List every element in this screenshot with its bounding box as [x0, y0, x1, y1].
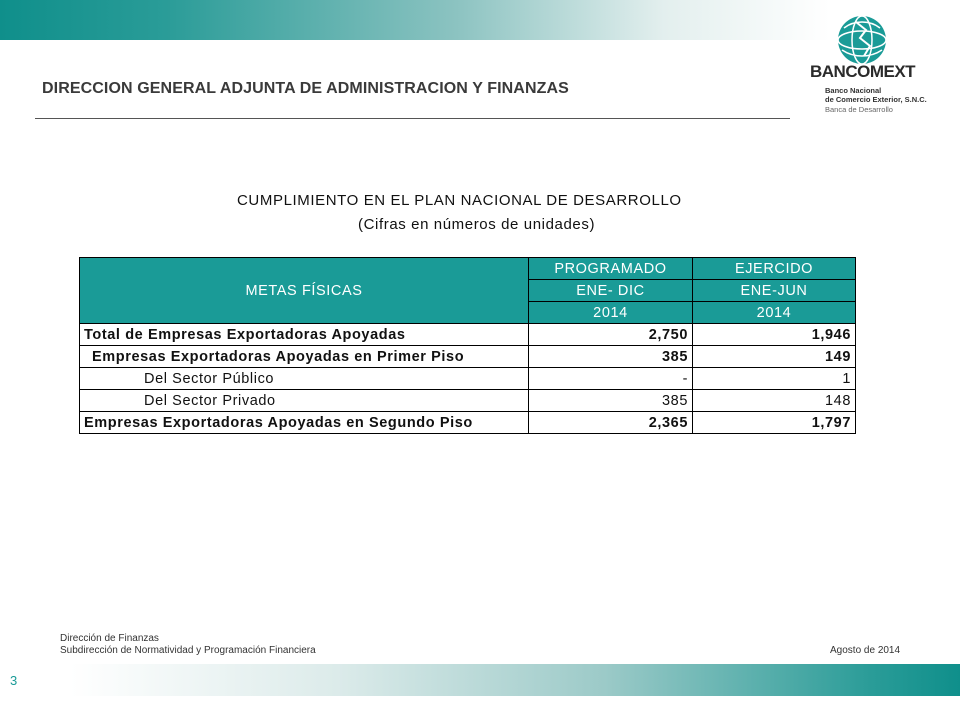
- table-row: [80, 324, 856, 346]
- page-title: DIRECCION GENERAL ADJUNTA DE ADMINISTRACION Y FINANZAS: [42, 80, 569, 97]
- table-row: [80, 412, 856, 434]
- table-row: [80, 346, 856, 368]
- row-programado: 2,750: [529, 324, 693, 346]
- row-label: Del Sector Privado: [80, 390, 529, 412]
- metas-fisicas-header: METAS FÍSICAS: [80, 258, 529, 324]
- row-ejercido: 1: [693, 368, 856, 390]
- footer-line-2: Subdirección de Normatividad y Programación Financiera: [60, 645, 316, 656]
- metas-table: [79, 257, 856, 434]
- ejercido-period: ENE-JUN: [693, 280, 856, 302]
- programado-year: 2014: [529, 302, 693, 324]
- top-decorative-band: [0, 0, 830, 40]
- report-subtitle: (Cifras en números de unidades): [358, 216, 596, 233]
- row-ejercido: 148: [693, 390, 856, 412]
- ejercido-year: 2014: [693, 302, 856, 324]
- row-programado: 2,365: [529, 412, 693, 434]
- footer-line-1: Dirección de Finanzas: [60, 633, 159, 644]
- row-programado: -: [529, 368, 693, 390]
- row-label: Del Sector Público: [80, 368, 529, 390]
- footer-date: Agosto de 2014: [830, 645, 901, 656]
- footer-department: [60, 633, 316, 657]
- row-programado: 385: [529, 346, 693, 368]
- logo-wordmark: BANCOMEXT: [810, 62, 916, 81]
- ejercido-header: EJERCIDO: [693, 258, 856, 280]
- row-ejercido: 149: [693, 346, 856, 368]
- header-divider: [35, 118, 790, 119]
- row-ejercido: 1,797: [693, 412, 856, 434]
- logo-line-3: Banca de Desarrollo: [825, 105, 893, 114]
- row-label: Empresas Exportadoras Apoyadas en Segundo Piso: [80, 412, 529, 434]
- logo-line-2: de Comercio Exterior, S.N.C.: [825, 95, 927, 104]
- programado-period: ENE- DIC: [529, 280, 693, 302]
- page-number: 3: [10, 673, 18, 688]
- report-title: CUMPLIMIENTO EN EL PLAN NACIONAL DE DESARROLLO: [237, 192, 682, 209]
- programado-header: PROGRAMADO: [529, 258, 693, 280]
- row-label: Total de Empresas Exportadoras Apoyadas: [80, 324, 529, 346]
- table-row: [80, 368, 856, 390]
- row-label: Empresas Exportadoras Apoyadas en Primer Piso: [80, 346, 529, 368]
- bottom-decorative-band: [70, 664, 960, 696]
- row-programado: 385: [529, 390, 693, 412]
- row-ejercido: 1,946: [693, 324, 856, 346]
- table-row: [80, 390, 856, 412]
- logo-line-1: Banco Nacional: [825, 86, 882, 95]
- table-header-row: [80, 258, 856, 280]
